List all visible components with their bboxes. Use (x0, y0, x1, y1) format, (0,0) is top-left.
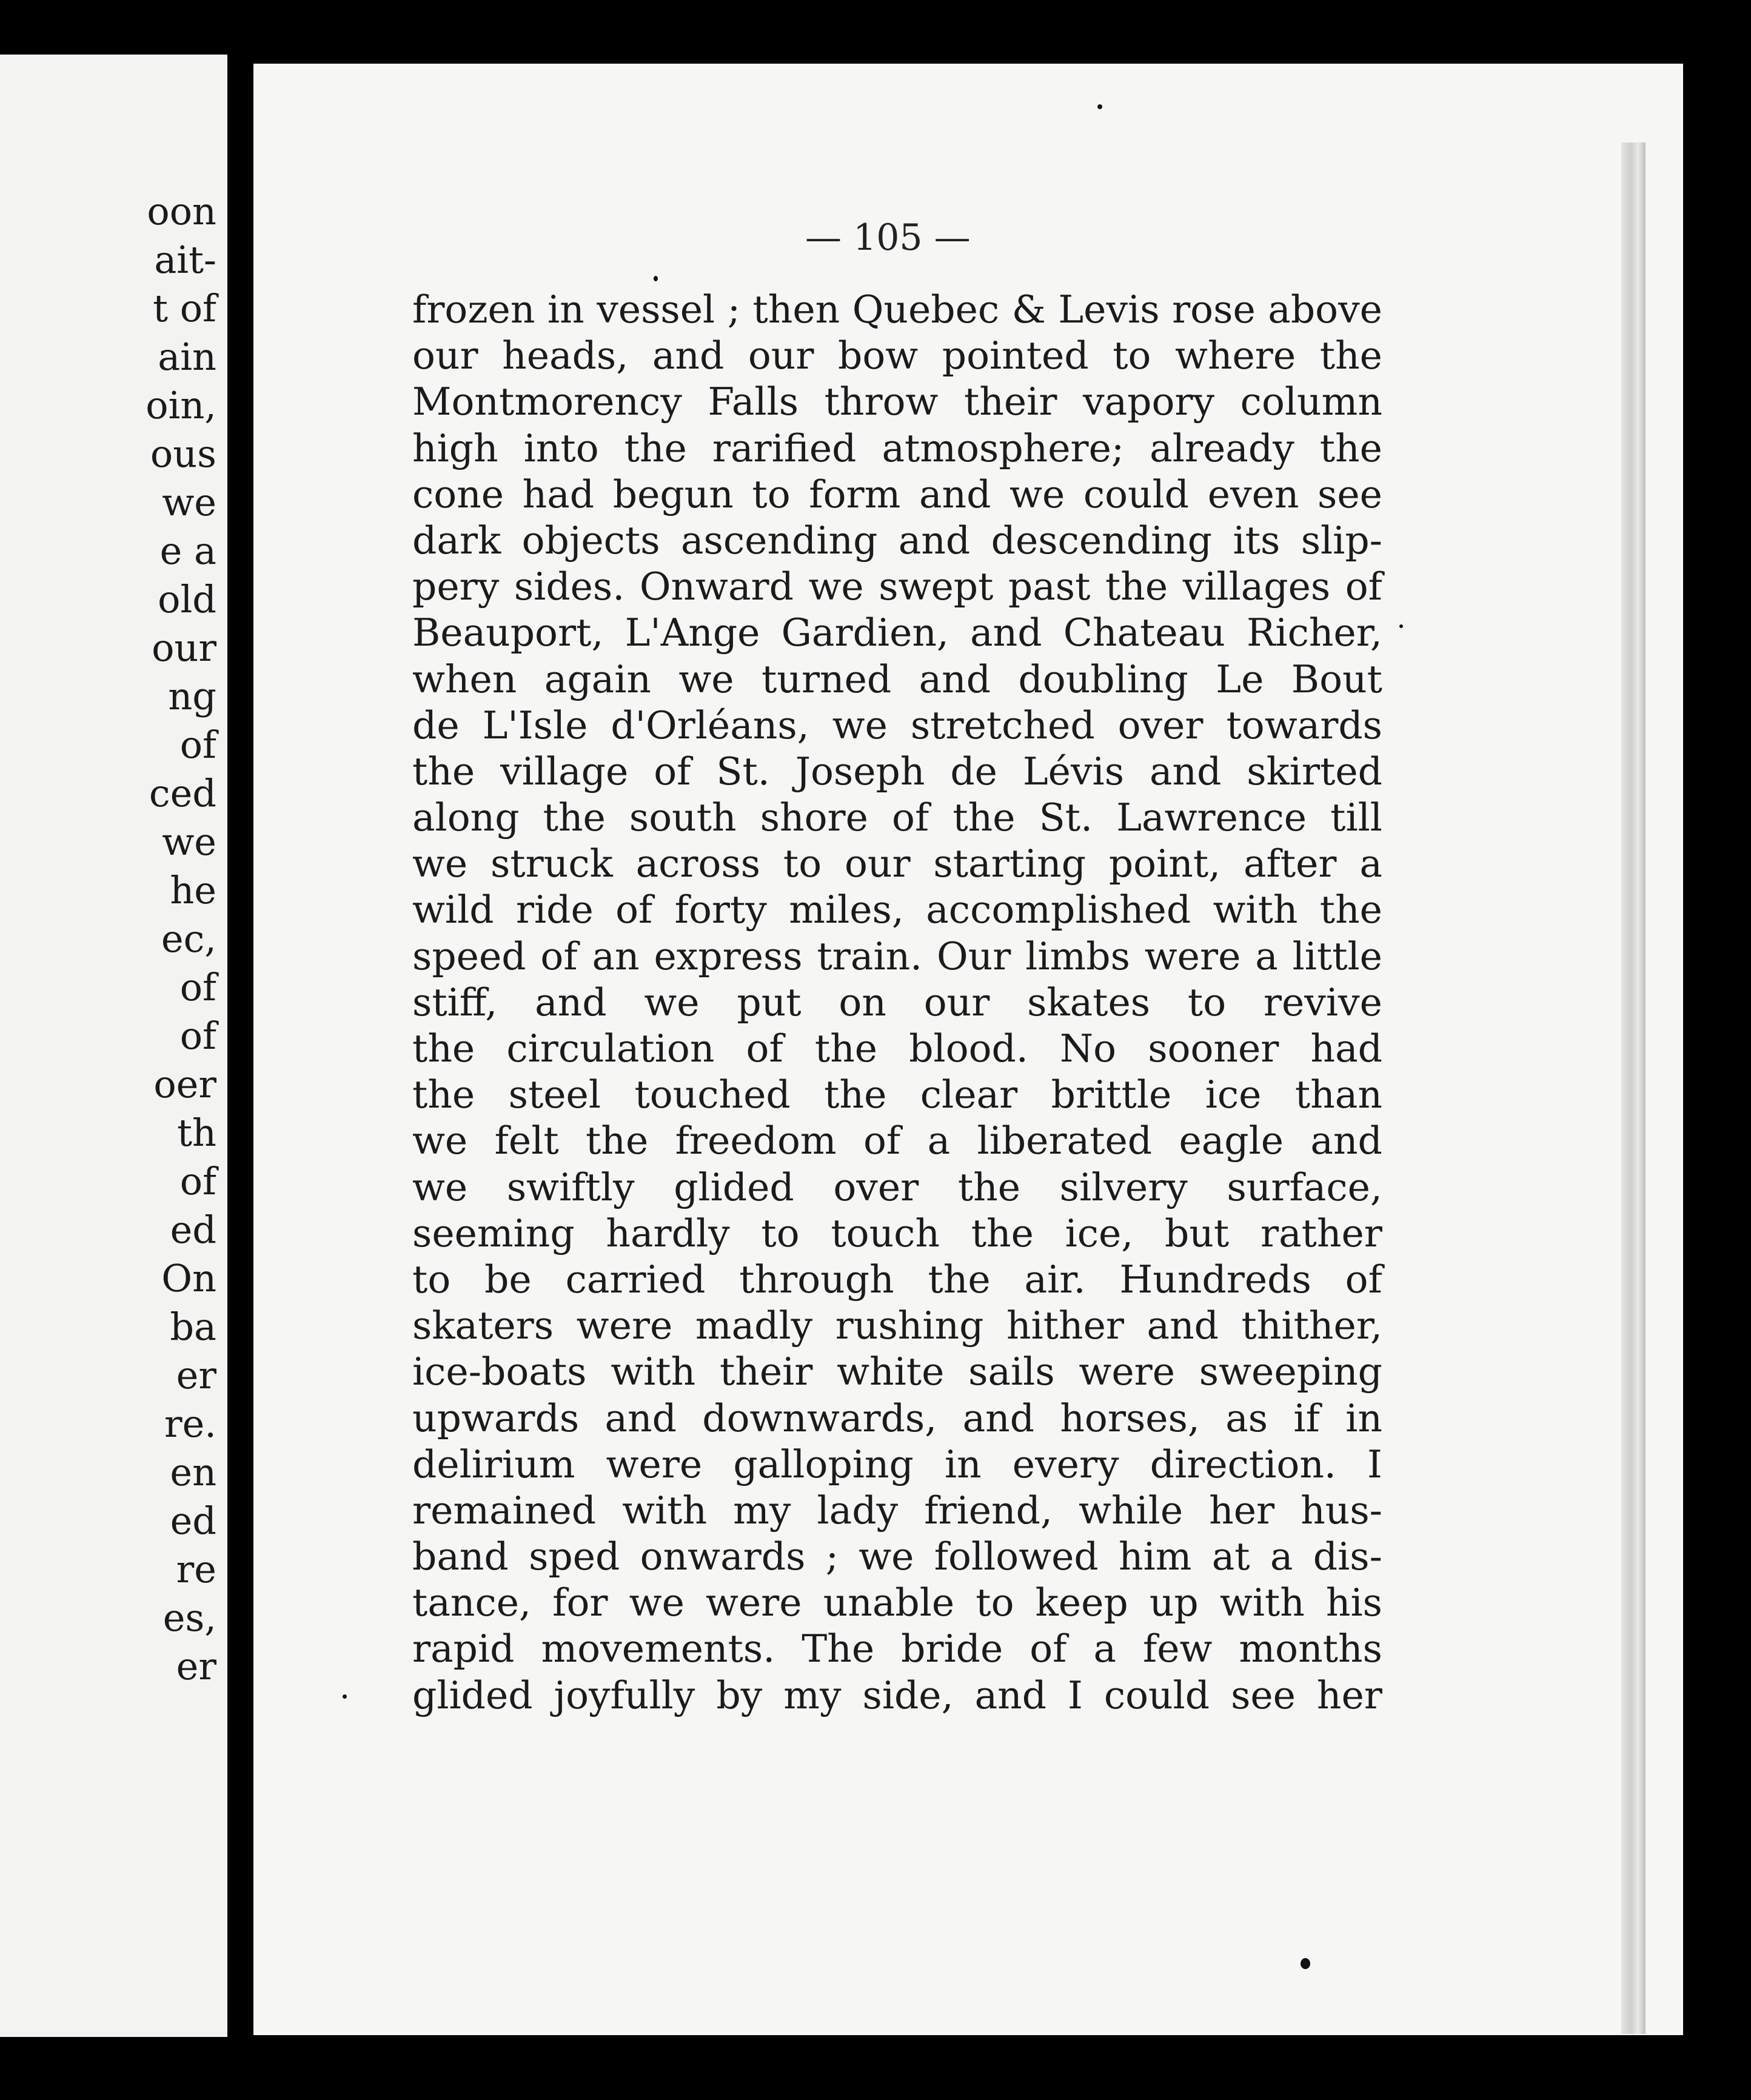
facing-page-text-fragment: oon (147, 189, 216, 233)
text-line: rapid movements. The bride of a few months (412, 1627, 1382, 1671)
page-number: — 105 — (805, 216, 971, 259)
text-line: stiff, and we put on our skates to revive (412, 980, 1382, 1025)
scan-speck (1399, 624, 1403, 628)
facing-page-text-fragment: ed (170, 1499, 216, 1543)
text-line: we felt the freedom of a liberated eagle and (412, 1119, 1382, 1163)
facing-page-fragment (0, 55, 227, 2037)
text-line: tance, for we were unable to keep up with his (412, 1580, 1382, 1625)
scan-speck (654, 276, 658, 281)
facing-page-text-fragment: e a (159, 529, 216, 573)
text-line: Beauport, L'Ange Gardien, and Chateau Richer, (412, 610, 1382, 655)
facing-page-text-fragment: oer (153, 1062, 216, 1106)
text-line: the village of St. Joseph de Lévis and skirted (412, 749, 1382, 794)
text-line: seeming hardly to touch the ice, but rather (412, 1211, 1382, 1256)
scan-speck (1301, 1958, 1310, 1969)
text-line: we swiftly glided over the silvery surface, (412, 1165, 1382, 1209)
facing-page-text-fragment: ba (170, 1305, 216, 1349)
text-line: along the south shore of the St. Lawrence till (412, 795, 1382, 840)
facing-page-text-fragment: we (162, 820, 216, 864)
facing-page-text-fragment: our (152, 626, 216, 670)
text-line: dark objects ascending and descending its slip- (412, 518, 1382, 563)
facing-page-text-fragment: of (179, 1159, 216, 1203)
facing-page-text-fragment: oin, (146, 383, 216, 427)
facing-page-text-fragment: er (176, 1353, 216, 1397)
text-line: when again we turned and doubling Le Bout (412, 657, 1382, 701)
facing-page-text-fragment: ec, (161, 917, 216, 961)
facing-page-text-fragment: ous (150, 432, 216, 476)
text-line: our heads, and our bow pointed to where the (412, 333, 1382, 378)
text-line: Montmorency Falls throw their vapory column (412, 380, 1382, 424)
text-line: wild ride of forty miles, accomplished with the (412, 888, 1382, 932)
facing-page-text-fragment: he (170, 868, 216, 912)
text-line: de L'Isle d'Orléans, we stretched over towards (412, 703, 1382, 747)
facing-page-text-fragment: th (177, 1111, 216, 1155)
text-line: delirium were galloping in every direction. I (412, 1442, 1382, 1486)
facing-page-text-fragment: we (162, 480, 216, 524)
text-line: cone had begun to form and we could even see (412, 472, 1382, 517)
facing-page-text-fragment: of (179, 965, 216, 1009)
facing-page-text-fragment: re (176, 1547, 216, 1591)
scan-speck (1097, 104, 1102, 109)
facing-page-text-fragment: en (170, 1450, 216, 1494)
text-line: to be carried through the air. Hundreds of (412, 1257, 1382, 1302)
page-edge-stack (1621, 142, 1646, 2034)
text-line: ice-boats with their white sails were sweeping (412, 1349, 1382, 1394)
facing-page-text-fragment: On (161, 1256, 216, 1300)
scan-speck (343, 1694, 347, 1699)
text-line: speed of an express train. Our limbs were a little (412, 934, 1382, 978)
text-line: the circulation of the blood. No sooner had (412, 1026, 1382, 1071)
facing-page-text-fragment: of (179, 723, 216, 767)
facing-page-text-fragment: ain (158, 335, 216, 379)
facing-page-text-fragment: er (176, 1644, 216, 1688)
facing-page-text-fragment: ng (168, 674, 216, 718)
body-text (412, 287, 1382, 1719)
text-line: upwards and downwards, and horses, as if in (412, 1396, 1382, 1440)
text-line: pery sides. Onward we swept past the villages of (412, 564, 1382, 609)
text-line: frozen in vessel ; then Quebec & Levis rose above (412, 287, 1382, 332)
text-line: we struck across to our starting point, after a (412, 841, 1382, 886)
facing-page-text-fragment: old (158, 577, 216, 621)
text-line: the steel touched the clear brittle ice than (412, 1072, 1382, 1117)
facing-page-text-fragment: ait- (154, 238, 216, 282)
facing-page-text-fragment: t of (153, 286, 216, 330)
text-line: band sped onwards ; we followed him at a dis- (412, 1534, 1382, 1579)
text-line: high into the rarified atmosphere; already the (412, 426, 1382, 470)
text-line: glided joyfully by my side, and I could see her (412, 1673, 1382, 1717)
facing-page-text-fragment: es, (162, 1596, 216, 1640)
facing-page-text-fragment: re. (164, 1402, 216, 1446)
facing-page-text-fragment: of (179, 1014, 216, 1058)
text-line: remained with my lady friend, while her hus- (412, 1488, 1382, 1533)
facing-page-text-fragment: ed (170, 1208, 216, 1252)
facing-page-text-fragment: ced (149, 771, 216, 815)
book-page (253, 64, 1683, 2035)
text-line: skaters were madly rushing hither and thither, (412, 1303, 1382, 1348)
